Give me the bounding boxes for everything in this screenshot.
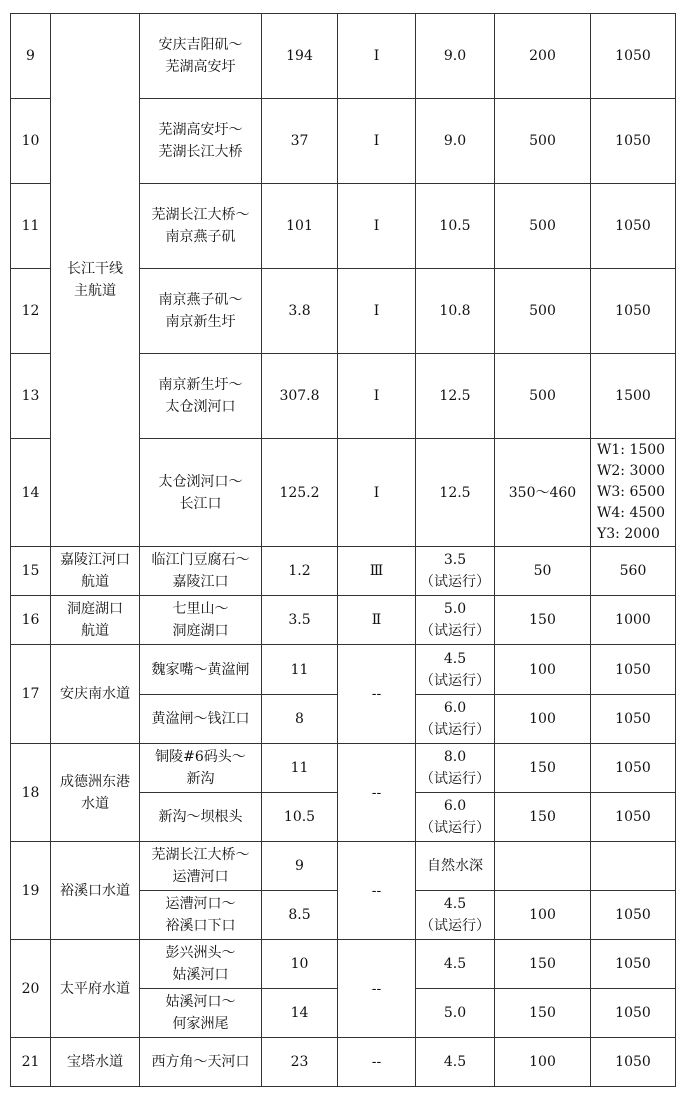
section-range-line: 新沟: [186, 771, 215, 787]
section-range-line: 姑溪河口: [172, 967, 229, 983]
width-value: 100: [495, 695, 591, 744]
depth-value-line: 10.8: [439, 303, 471, 319]
radius-value-line: 1050: [615, 133, 651, 149]
grade-value: Ⅱ: [338, 596, 416, 645]
waterway-name-line: 长江干线: [67, 261, 123, 277]
radius-value: [591, 269, 676, 354]
table-row: [11, 14, 676, 99]
radius-value: [591, 744, 676, 793]
width-value: 500: [495, 354, 591, 439]
length-value: 11: [262, 645, 338, 695]
depth-value: [416, 1038, 495, 1087]
row-number: 11: [11, 184, 51, 269]
depth-value: [416, 596, 495, 645]
depth-value-line: 5.0: [443, 1005, 467, 1021]
width-value: 50: [495, 547, 591, 596]
depth-value-line: 9.0: [443, 48, 467, 64]
row-number: 15: [11, 547, 51, 596]
depth-value: [416, 354, 495, 439]
radius-value: [591, 989, 676, 1038]
section-range: [140, 354, 262, 439]
radius-value-line: 1000: [615, 612, 651, 628]
depth-value: [416, 744, 495, 793]
length-value: 8.5: [262, 891, 338, 940]
length-value: 37: [262, 99, 338, 184]
section-range: [140, 744, 262, 793]
radius-value: [591, 940, 676, 989]
depth-value-line: （试运行）: [420, 722, 490, 738]
length-value: 125.2: [262, 439, 338, 547]
radius-value-line: 1050: [615, 1005, 651, 1021]
depth-value-line: 4.5: [443, 1054, 467, 1070]
section-range-line: 芜湖长江大桥: [158, 144, 243, 160]
grade-value: Ⅰ: [338, 354, 416, 439]
radius-value: [591, 695, 676, 744]
depth-value-line: 6.0: [443, 798, 467, 814]
radius-value-line: W4: 4500: [597, 505, 666, 521]
length-value: 194: [262, 14, 338, 99]
row-number: 13: [11, 354, 51, 439]
depth-value-line: （试运行）: [420, 623, 490, 639]
radius-value-line: W1: 1500: [597, 442, 666, 458]
depth-value: [416, 547, 495, 596]
table-body: [11, 14, 676, 1087]
depth-value-line: 10.5: [439, 218, 471, 234]
row-number: 10: [11, 99, 51, 184]
radius-value-line: 1050: [615, 809, 651, 825]
radius-value-line: 1050: [615, 661, 651, 678]
section-range-line: 临江门豆腐石～: [151, 552, 250, 568]
waterway-name: [51, 645, 140, 744]
waterway-name-line: 太平府水道: [60, 980, 130, 997]
table-row: [11, 645, 676, 695]
depth-value-line: 自然水深: [427, 858, 483, 874]
grade-value: --: [338, 940, 416, 1038]
length-value: 1.2: [262, 547, 338, 596]
radius-value-line: 1050: [615, 760, 651, 776]
length-value: 10.5: [262, 793, 338, 842]
depth-value: [416, 940, 495, 989]
section-range: [140, 439, 262, 547]
row-number: 19: [11, 842, 51, 940]
length-value: 8: [262, 695, 338, 744]
row-number: 9: [11, 14, 51, 99]
width-value: 200: [495, 14, 591, 99]
radius-value: [591, 842, 676, 891]
section-range-line: 芜湖高安圩～: [158, 122, 243, 138]
length-value: 9: [262, 842, 338, 891]
length-value: 3.5: [262, 596, 338, 645]
length-value: 3.8: [262, 269, 338, 354]
grade-value: Ⅰ: [338, 14, 416, 99]
width-value: 500: [495, 184, 591, 269]
section-range: [140, 793, 262, 842]
waterway-name-line: 水道: [81, 795, 109, 812]
width-value: 500: [495, 269, 591, 354]
width-value: [495, 842, 591, 891]
radius-value: [591, 596, 676, 645]
depth-value-line: 8.0: [443, 749, 467, 765]
radius-value: [591, 99, 676, 184]
section-range-line: 魏家嘴～黄湓闸: [151, 661, 250, 678]
row-number: 17: [11, 645, 51, 744]
width-value: 500: [495, 99, 591, 184]
waterway-name: [51, 14, 140, 547]
depth-value-line: 3.5: [443, 552, 467, 568]
waterway-name-line: 宝塔水道: [67, 1054, 123, 1070]
section-range-line: 新沟～坝根头: [158, 809, 243, 825]
depth-value-line: （试运行）: [420, 672, 490, 689]
width-value: 100: [495, 891, 591, 940]
grade-value: --: [338, 645, 416, 744]
grade-value: Ⅰ: [338, 269, 416, 354]
waterway-name: [51, 744, 140, 842]
section-range-line: 彭兴洲头～: [165, 945, 236, 961]
depth-value-line: 12.5: [439, 484, 471, 501]
section-range: [140, 184, 262, 269]
depth-value-line: 5.0: [443, 601, 467, 617]
depth-value: [416, 695, 495, 744]
radius-value-line: 1050: [615, 907, 651, 923]
width-value: 350～460: [495, 439, 591, 547]
radius-value: [591, 547, 676, 596]
table-row: [11, 547, 676, 596]
length-value: 101: [262, 184, 338, 269]
depth-value-line: 12.5: [439, 388, 471, 404]
depth-value-line: 9.0: [443, 133, 467, 149]
width-value: 150: [495, 596, 591, 645]
depth-value-line: 6.0: [443, 700, 467, 716]
depth-value: [416, 645, 495, 695]
waterway-name-line: 洞庭湖口: [67, 601, 123, 617]
waterway-name-line: 嘉陵江河口: [60, 552, 130, 568]
row-number: 16: [11, 596, 51, 645]
width-value: 150: [495, 989, 591, 1038]
depth-value-line: （试运行）: [420, 918, 490, 934]
section-range-line: 南京燕子矶～: [158, 292, 243, 308]
depth-value: [416, 891, 495, 940]
radius-value-line: 1050: [615, 48, 651, 64]
radius-value-line: Y3: 2000: [597, 526, 660, 542]
section-range-line: 运漕河口～: [165, 896, 236, 912]
table-row: [11, 940, 676, 989]
section-range: [140, 596, 262, 645]
depth-value-line: （试运行）: [420, 771, 490, 787]
section-range-line: 南京新生圩～: [158, 377, 243, 393]
waterway-name: [51, 547, 140, 596]
radius-value: [591, 14, 676, 99]
section-range-line: 黄湓闸～钱江口: [151, 711, 250, 727]
width-value: 150: [495, 793, 591, 842]
section-range-line: 姑溪河口～: [165, 994, 236, 1010]
grade-value: Ⅰ: [338, 184, 416, 269]
waterway-name-line: 航道: [81, 623, 109, 639]
depth-value: [416, 184, 495, 269]
depth-value: [416, 439, 495, 547]
section-range: [140, 891, 262, 940]
radius-value-line: W2: 3000: [597, 463, 666, 479]
section-range-line: 长江口: [179, 495, 222, 512]
section-range-line: 西方角～天河口: [151, 1054, 250, 1070]
depth-value: [416, 99, 495, 184]
waterway-name-line: 主航道: [74, 283, 116, 299]
waterway-name-line: 安庆南水道: [60, 686, 130, 702]
grade-value: Ⅰ: [338, 99, 416, 184]
radius-value: [591, 354, 676, 439]
section-range-line: 嘉陵江口: [172, 574, 229, 590]
grade-value: --: [338, 744, 416, 842]
grade-value: Ⅲ: [338, 547, 416, 596]
radius-value: [591, 891, 676, 940]
radius-value: [591, 1038, 676, 1087]
row-number: 18: [11, 744, 51, 842]
section-range: [140, 695, 262, 744]
radius-value-line: 1050: [615, 303, 651, 319]
radius-value: [591, 184, 676, 269]
section-range: [140, 547, 262, 596]
depth-value: [416, 269, 495, 354]
length-value: 10: [262, 940, 338, 989]
section-range-line: 太仓浏河口: [165, 399, 236, 415]
waterway-name: [51, 842, 140, 940]
width-value: 100: [495, 645, 591, 695]
depth-value-line: （试运行）: [420, 574, 490, 590]
section-range: [140, 989, 262, 1038]
radius-value: [591, 439, 676, 547]
row-number: 12: [11, 269, 51, 354]
section-range-line: 芜湖长江大桥～: [151, 847, 250, 863]
radius-value-line: 560: [619, 563, 647, 579]
section-range: [140, 99, 262, 184]
radius-value: [591, 793, 676, 842]
length-value: 11: [262, 744, 338, 793]
width-value: 150: [495, 940, 591, 989]
table-row: [11, 596, 676, 645]
radius-value-line: 1050: [615, 1054, 651, 1070]
table-row: [11, 842, 676, 891]
radius-value-line: 1050: [615, 218, 651, 234]
section-range-line: 安庆吉阳矶～: [158, 37, 243, 53]
depth-value-line: 4.5: [443, 650, 467, 667]
depth-value-line: 4.5: [443, 956, 467, 972]
depth-value: [416, 989, 495, 1038]
waterway-name: [51, 596, 140, 645]
section-range-line: 运漕河口: [172, 869, 229, 885]
row-number: 21: [11, 1038, 51, 1087]
grade-value: --: [338, 842, 416, 940]
waterway-name-line: 航道: [81, 574, 109, 590]
section-range-line: 芜湖高安圩: [165, 59, 236, 75]
section-range: [140, 269, 262, 354]
table-row: [11, 744, 676, 793]
section-range-line: 何家洲尾: [172, 1016, 229, 1032]
length-value: 307.8: [262, 354, 338, 439]
section-range-line: 裕溪口下口: [165, 918, 236, 934]
grade-value: --: [338, 1038, 416, 1087]
table-row: [11, 1038, 676, 1087]
waterway-name-line: 成德洲东港: [60, 773, 130, 790]
section-range-line: 太仓浏河口～: [158, 473, 243, 490]
row-number: 20: [11, 940, 51, 1038]
section-range-line: 洞庭湖口: [172, 623, 229, 639]
section-range-line: 芜湖长江大桥～: [151, 207, 250, 223]
section-range-line: 南京燕子矶: [165, 229, 236, 245]
section-range-line: 南京新生圩: [165, 314, 236, 330]
waterway-name-line: 裕溪口水道: [60, 882, 130, 899]
width-value: 150: [495, 744, 591, 793]
section-range-line: 铜陵#6码头～: [155, 749, 246, 765]
radius-value-line: W3: 6500: [597, 484, 666, 500]
section-range: [140, 940, 262, 989]
length-value: 23: [262, 1038, 338, 1087]
length-value: 14: [262, 989, 338, 1038]
waterway-name: [51, 1038, 140, 1087]
row-number: 14: [11, 439, 51, 547]
depth-value: [416, 793, 495, 842]
section-range: [140, 842, 262, 891]
depth-value-line: （试运行）: [420, 820, 490, 836]
waterway-table: [10, 13, 676, 1087]
radius-value-line: 1050: [615, 711, 651, 727]
depth-value: [416, 14, 495, 99]
radius-value: [591, 645, 676, 695]
waterway-name: [51, 940, 140, 1038]
width-value: 100: [495, 1038, 591, 1087]
radius-value-line: 1050: [615, 956, 651, 972]
section-range: [140, 645, 262, 695]
section-range-line: 七里山～: [172, 601, 229, 617]
depth-value-line: 4.5: [443, 896, 467, 912]
section-range: [140, 14, 262, 99]
grade-value: Ⅰ: [338, 439, 416, 547]
section-range: [140, 1038, 262, 1087]
depth-value: [416, 842, 495, 891]
radius-value-line: 1500: [615, 388, 651, 404]
